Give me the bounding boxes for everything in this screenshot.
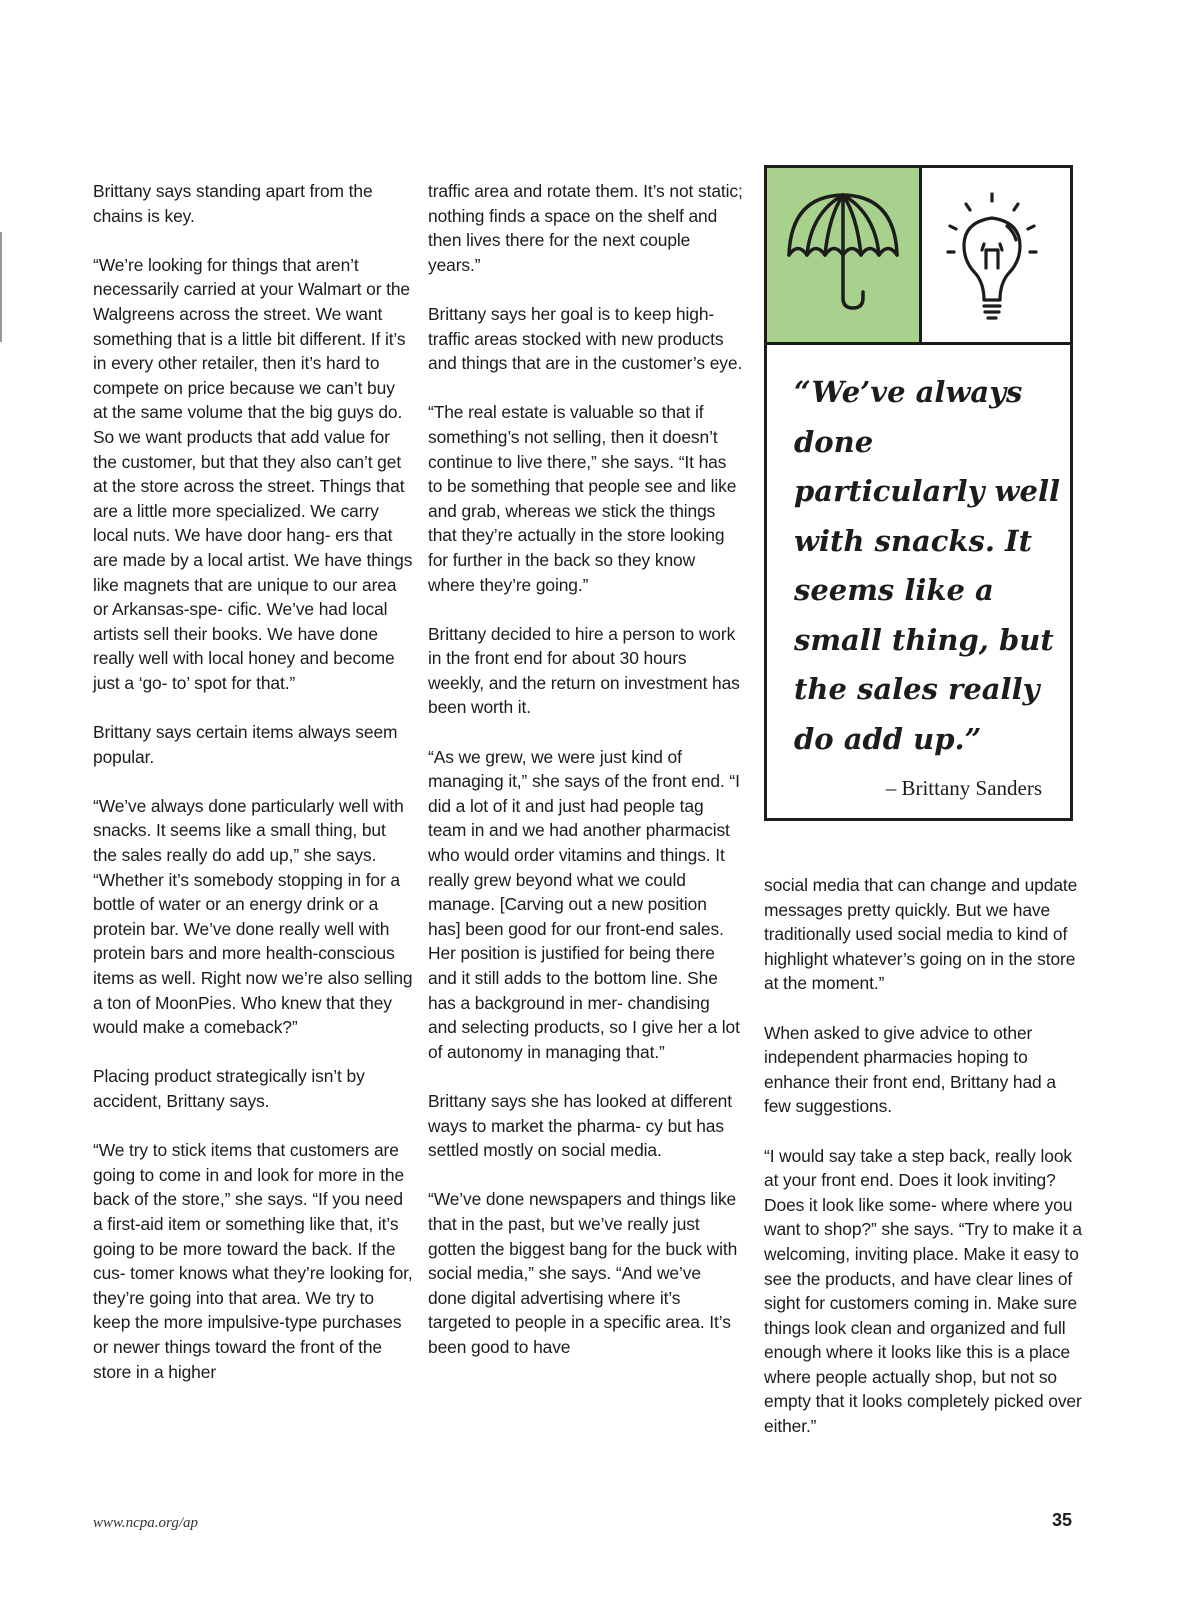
paragraph: “I would say take a step back, really look at your front end. Does it look inviting? Does it look like some- where where you want to shop?” she says. “Try to make it a welcoming, inviting place. Make it easy to see the products, and have clear lines of sight for customers coming in. Make sure things look clean and organized and full enough where it looks like this is a place where people actually shop, but not so empty that it looks completely picked over either.”: [764, 1145, 1082, 1437]
pull-quote-icon-row: [767, 168, 1070, 345]
paragraph: “The real estate is valuable so that if something’s not selling, then it doesn’t continue to live there,” she says. “It has to be something that people see and like and grab, whereas we stick the things that they’re actually in the store looking for further in the back so they know where they’re going.”: [428, 402, 737, 595]
page-edge-mark: [0, 232, 2, 342]
lightbulb-panel: [922, 168, 1070, 342]
umbrella-icon: [767, 168, 919, 342]
paragraph: Brittany says certain items always seem popular.: [93, 722, 398, 767]
paragraph: When asked to give advice to other independent pharmacies hoping to enhance their front end, Brittany had a few suggestions.: [764, 1022, 1056, 1117]
pull-quote-text: “We’ve always done particularly well with snacks. It seems like a small thing, but the sales really do add up.”: [794, 375, 1060, 756]
lightbulb-icon: [922, 168, 1070, 342]
paragraph: “We’ve always done particularly well with snacks. It seems like a small thing, but the sales really do add up,” she says. “Whether it’s somebody stopping in for a bottle of water or an energy drink or a protein bar. We’ve done really well with protein bars and more health-conscious items as well. Right now we’re also selling a ton of MoonPies. Who knew that they would make a comeback?”: [93, 795, 413, 1038]
paragraph: “We’re looking for things that aren’t necessarily carried at your Walmart or the Walgreens across the street. We want something that is a little bit different. If it’s in every other retailer, then it’s hard to compete on price because we can’t buy at the same volume that the big guys do. So we want products that add value for the customer, but that they also can’t get at the store across the street. Things that are a little more specialized. We carry local nuts. We have door hang- ers that are made by a local artist. We have things like magnets that are unique to our area or Arkansas-spe- cific. We’ve had local artists sell their books. We have done really well with local honey and become just a ‘go- to’ spot for that.”: [93, 254, 413, 693]
umbrella-panel: [767, 168, 922, 342]
article-column-3: [764, 873, 1084, 1463]
paragraph: “As we grew, we were just kind of managing it,” she says of the front end. “I did a lot of it and just had people tag team in and we had another pharmacist who would order vitamins and things. It really grew beyond what we could manage. [Carving out a new position has] been good for our front-end sales. Her position is justified for being there and it still adds to the bottom line. She has a background in mer- chandising and selecting products, so I give her a lot of autonomy in managing that.”: [428, 746, 740, 1062]
paragraph: traffic area and rotate them. It’s not static; nothing finds a space on the shelf and then lives there for the next couple years.”: [428, 181, 743, 275]
article-column-2: [428, 179, 743, 1384]
paragraph: Brittany says she has looked at different ways to market the pharma- cy but has settled mostly on social media.: [428, 1090, 732, 1161]
paragraph: Brittany decided to hire a person to work in the front end for about 30 hours weekly, and the return on investment has been worth it.: [428, 623, 740, 718]
article-column-1: [93, 179, 413, 1409]
paragraph: social media that can change and update messages pretty quickly. But we have traditionally used social media to kind of highlight whatever’s going on in the store at the moment.”: [764, 875, 1078, 994]
page-number: 35: [1052, 1510, 1073, 1530]
paragraph: Brittany says standing apart from the chains is key.: [93, 181, 373, 226]
paragraph: “We try to stick items that customers are going to come in and look for more in the back of the store,” she says. “If you need a first-aid item or something like that, it’s going to be more toward the back. If the cus- tomer knows what they’re looking for, they’re going into that area. We try to keep the more impulsive-type purchases or newer things toward the front of the store in a higher: [93, 1140, 413, 1382]
pull-quote-attribution: – Brittany Sanders: [885, 776, 1042, 800]
paragraph: “We’ve done newspapers and things like that in the past, but we’ve really just gotten the biggest bang for the buck with social media,” she says. “And we’ve done digital advertising where it’s targeted to people in a specific area. It’s been good to have: [428, 1189, 738, 1357]
footer-url: www.ncpa.org/ap: [93, 1515, 199, 1531]
paragraph: Brittany says her goal is to keep high-traffic areas stocked with new products and things that are in the customer’s eye.: [428, 303, 743, 374]
pull-quote-box: [764, 165, 1073, 821]
paragraph: Placing product strategically isn’t by accident, Brittany says.: [93, 1066, 365, 1111]
